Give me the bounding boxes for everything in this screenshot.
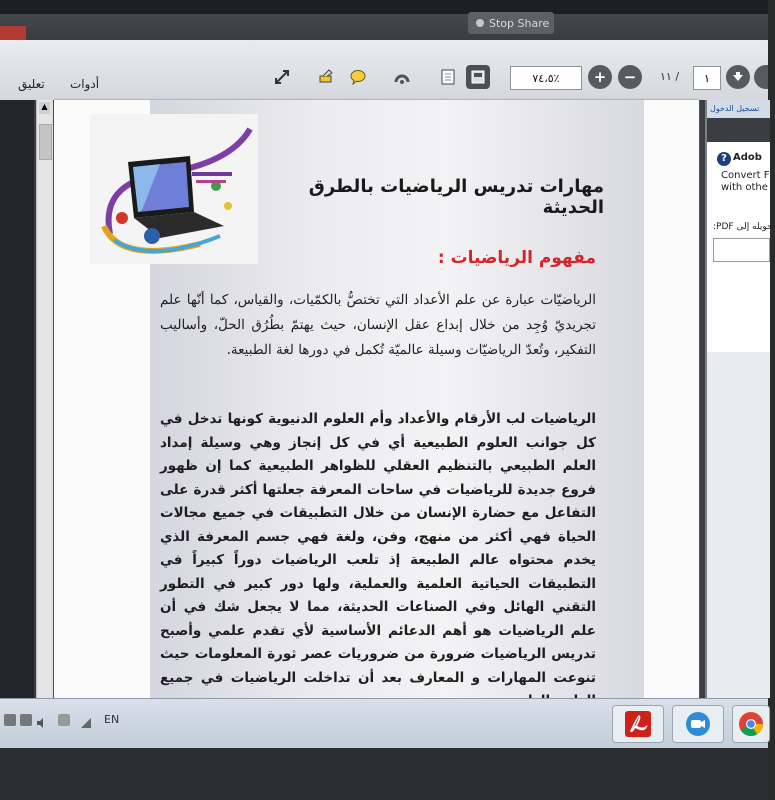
speaker-icon[interactable] [36,714,48,726]
screen-top-strip [0,0,768,14]
convert-text-1: Convert F [721,170,770,181]
side-panel-header [707,118,770,142]
reader-toolbar [0,40,768,101]
stop-share-label: Stop Share [489,16,550,30]
red-window-tab[interactable] [0,26,26,40]
fullscreen-icon[interactable] [270,65,294,89]
menu-tools[interactable]: أدوات [70,77,100,91]
acrobat-taskbar-button[interactable] [612,705,664,743]
convert-text-2: with othe [721,182,768,193]
next-page-icon[interactable] [726,65,750,89]
zoom-input[interactable]: ٧٤،٥٪ [510,66,582,90]
zoom-out-icon[interactable]: − [618,65,642,89]
vertical-scrollbar[interactable] [36,100,53,698]
read-mode-icon[interactable] [390,65,414,89]
fit-page-icon[interactable] [436,65,460,89]
monitor-bezel-bottom [0,748,768,800]
stop-icon [476,19,484,27]
menu-sign[interactable]: تعليق [18,77,45,91]
scroll-thumb[interactable] [39,124,52,160]
document-title: مهارات تدريس الرياضيات بالطرق الحديثة [308,176,604,218]
help-icon[interactable]: ? [717,152,731,166]
zoom-in-icon[interactable]: + [588,65,612,89]
zoom-taskbar-button[interactable] [672,705,724,743]
zoom-app-icon [684,710,712,738]
convert-to-pdf-label: تحويله إلى PDF: [713,222,775,232]
language-indicator[interactable]: EN [104,713,120,726]
chrome-taskbar-button[interactable] [732,705,770,743]
paragraph-definition: الرياضيّات عبارة عن علم الأعداد التي تختصُّ بالكمّيات، والقياس، كما أنّها علم تجريديّ وُجِد من خلال إبداع عقل الإنسان، حيث يهتمّ بطُرُق الحلّ، وأساليب التفكير، وتُعدّ الرياضيّات وسيلة عالميّة تُكمل في دورها لغة الطبيعة. [160,292,596,358]
network-icon[interactable] [80,714,92,726]
comment-icon[interactable] [346,65,370,89]
battery-icon[interactable] [58,714,70,726]
paragraph-body: الرياضيات لب الأرقام والأعداد وأم العلوم الدنيوية كونها تدخل في كل جوانب العلوم الطبيعية أي في كل إنجاز وهي وسيلة إمداد العلم الطبيعي بالتنظيم العقلي للظواهر الطبيعية كما إن ظهور فروع جديدة للرياضيات في ساحات المعرفة جعلتها أكثر قدرة على التفاعل مع حضارة الإنسان من خلال التطبيقات في جميع مجالات الحياة فهي أكثر من منهج، وفن، ولغة فهي جسم المعرفة الذي يخدم محتواه عالم الطبيعة إذ تلعب الرياضيات دوراً كبيراً في التطبيقات الحياتية العلمية والعملية، ولها دور كبير في التطور التقني الهائل وفي الصناعات الحديثة، مما لا يجعل شك في أن علم الرياضيات هو أهم الدعائم الأساسية لأي تقدم علمي وأصبح تدريس الرياضيات ضرورة من ضروريات عصر ثورة المعلومات حيث تنوعت المهارات و المعارف بعد أن تداخلت الرياضيات في جميع [160,411,596,686]
convert-file-field[interactable] [713,238,770,262]
page-number-input[interactable]: ١ [693,66,721,90]
tools-side-panel [705,100,775,698]
navigation-pane[interactable] [0,100,34,698]
computer-illustration [90,114,258,264]
section-heading: مفهوم الرياضيات : [437,248,596,268]
pdf-page [54,100,699,698]
highlight-icon[interactable] [314,65,338,89]
fit-width-icon[interactable] [466,65,490,89]
sign-in-link[interactable]: تسجيل الدخول [707,100,770,118]
taskbar [0,698,768,749]
acrobat-icon [624,710,652,738]
scroll-up-icon[interactable]: ▲ [39,102,50,114]
tray-icon-2[interactable] [20,714,32,726]
adobe-heading: Adob [733,152,762,163]
tray-icon-1[interactable] [4,714,16,726]
stop-share-button[interactable] [468,12,554,34]
page-total: ١١ / [660,70,680,83]
chrome-icon [738,711,764,737]
prev-page-icon[interactable] [754,65,768,89]
